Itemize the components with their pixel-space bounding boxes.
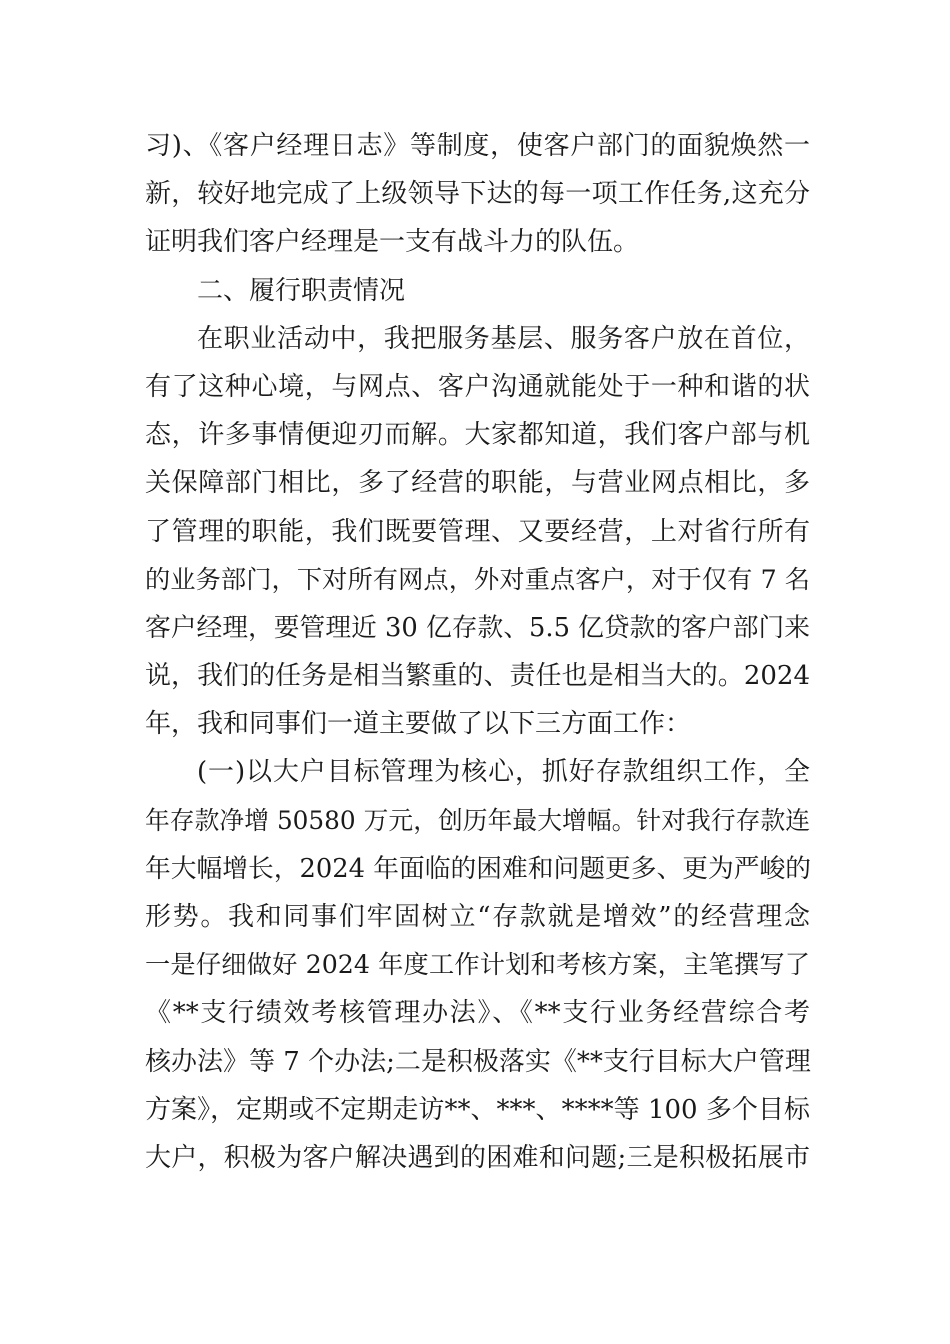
text-line: 证明我们客户经理是一支有战斗力的队伍。 bbox=[145, 227, 640, 258]
text-line: 年，我和同事们一道主要做了以下三方面工作： bbox=[145, 709, 692, 740]
text-line: 说，我们的任务是相当繁重的、责任也是相当大的。2024 bbox=[145, 661, 810, 692]
text-line: 有了这种心境，与网点、客户沟通就能处于一种和谐的状 bbox=[145, 371, 810, 402]
text-line: 客户经理，要管理近 30 亿存款、5.5 亿贷款的客户部门来 bbox=[145, 612, 810, 643]
text-line: 大户，积极为客户解决遇到的困难和问题;三是积极拓展市 bbox=[145, 1142, 810, 1173]
text-line: 一是仔细做好 2024 年度工作计划和考核方案，主笔撰写了 bbox=[145, 950, 810, 980]
text-line: 在职业活动中，我把服务基层、服务客户放在首位， bbox=[197, 323, 810, 354]
text-line: 形势。我和同事们牢固树立“存款就是增效”的经营理念 bbox=[145, 902, 810, 932]
text-line: 了管理的职能，我们既要管理、又要经营，上对省行所有 bbox=[145, 516, 810, 547]
text-line: 年大幅增长，2024 年面临的困难和问题更多、更为严峻的 bbox=[145, 853, 811, 884]
text-line: 新，较好地完成了上级领导下达的每一项工作任务,这充分 bbox=[145, 179, 810, 210]
text-line: 核办法》等 7 个办法;二是积极落实《**支行目标大户管理 bbox=[145, 1046, 811, 1077]
text-line: 《**支行绩效考核管理办法》、《**支行业务经营综合考 bbox=[145, 998, 810, 1029]
text-line: 年存款净增 50580 万元，创历年最大增幅。针对我行存款连 bbox=[145, 805, 810, 835]
text-line: 的业务部门，下对所有网点，外对重点客户，对于仅有 7 名 bbox=[145, 564, 810, 594]
text-line: 关保障部门相比，多了经营的职能，与营业网点相比，多 bbox=[145, 468, 810, 499]
text-line: 态，许多事情便迎刃而解。大家都知道，我们客户部与机 bbox=[145, 420, 810, 451]
body-text bbox=[145, 122, 810, 1182]
text-line: 二、履行职责情况 bbox=[197, 275, 406, 306]
text-line: 方案》，定期或不定期走访**、***、****等 100 多个目标 bbox=[145, 1094, 810, 1125]
text-line: 习)、《客户经理日志》等制度，使客户部门的面貌焕然一 bbox=[145, 131, 810, 161]
text-line: (一)以大户目标管理为核心，抓好存款组织工作，全 bbox=[197, 757, 810, 788]
